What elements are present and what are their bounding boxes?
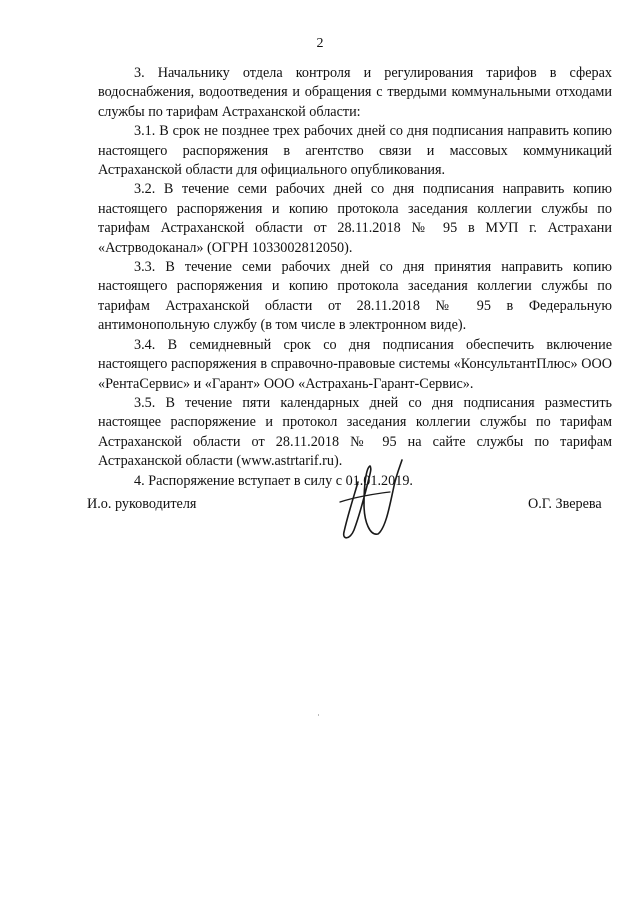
handwritten-signature [328, 452, 408, 548]
scan-speck [318, 714, 319, 716]
page-number: 2 [316, 36, 324, 51]
signatory-role: И.о. руководителя [87, 496, 197, 512]
paragraph-3: 3. Начальнику отдела контроля и регулирования тарифов в сферах водоснабжения, водоотведения и обращения с твердыми коммунальными отходами службы по тарифам Астраханской области: [98, 65, 612, 120]
paragraph-3-1: 3.1. В срок не позднее трех рабочих дней со дня подписания направить копию настоящего распоряжения в агентство связи и массовых коммуникаций Астраханской области для официального опубликования. [98, 123, 612, 179]
paragraph-3-3: 3.3. В течение семи рабочих дней со дня принятия направить копию настоящего распоряжения и копию протокола заседания коллегии службы по тарифам Астраханской области от 28.11.2018 № 95 в Федеральную антимонопольную службу (в том числе в электронном виде). [98, 259, 612, 334]
document-body [98, 64, 612, 491]
paragraph-4: 4. Распоряжение вступает в силу с 01.01.2019. [134, 472, 413, 489]
paragraph-3-5: 3.5. В течение пяти календарных дней со дня подписания разместить настоящее распоряжение и протокол заседания коллегии службы по тарифам Астраханской области от 28.11.2018 № 95 на сайте службы по тарифам Астраханской области (www.astrtarif.ru). [98, 394, 612, 470]
paragraph-3-4: 3.4. В семидневный срок со дня подписания обеспечить включение настоящего распоряжения в справочно-правовые системы «КонсультантПлюс» ООО «РентаСервис» и «Гарант» ООО «Астрахань-Гарант-Сервис». [98, 336, 612, 392]
paragraph-3-2: 3.2. В течение семи рабочих дней со дня подписания направить копию настоящего распоряжения и копию протокола заседания коллегии службы по тарифам Астраханской области от 28.11.2018 № 95 в МУП г. Астрахани «Астрводоканал» (ОГРН 1033002812050). [98, 181, 612, 256]
signatory-name: О.Г. Зверева [528, 496, 602, 512]
